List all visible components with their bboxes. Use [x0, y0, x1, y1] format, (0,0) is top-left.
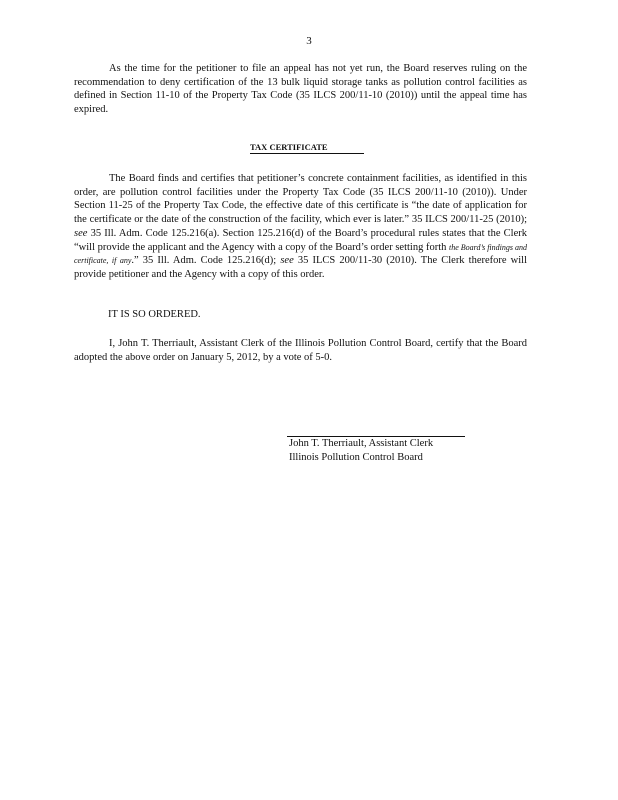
so-ordered: IT IS SO ORDERED. [108, 309, 201, 320]
certificate-paragraph [74, 172, 527, 282]
certification-text: I, John T. Therriault, Assistant Clerk of the Illinois Pollution Control Board, certify that the Board adopted the above order on January 5, 2012, by a vote of 5-0. [74, 338, 527, 363]
certification-paragraph [74, 337, 527, 364]
section-heading: TAX CERTIFICATE [250, 142, 364, 154]
page-number: 3 [306, 35, 312, 47]
italic-quote: the Board’s findings and certificate, if any [74, 242, 527, 266]
ruling-text: As the time for the petitioner to file an appeal has not yet run, the Board reserves ruling on the recommendation to deny certification of the 13 bulk liquid storage tanks as pollution control facilities as defined in Section 11-10 of the Property Tax Code (35 ILCS 200/11-10 (2010)) until the appeal time has expired. [74, 63, 527, 116]
see-signal-1: see [74, 227, 88, 239]
certificate-text-2: 35 Ill. Adm. Code 125.216(a). Section 125.216(d) of the Board’s procedural rules states that the Clerk “will provide the applicant and the Agency with a copy of the Board’s order setting forth [74, 227, 528, 253]
signature-line [287, 436, 465, 437]
certificate-text-3: .” 35 Ill. Adm. Code 125.216(d); [131, 255, 277, 267]
certificate-text-1: The Board finds and certifies that petitioner’s concrete containment facilities, as identified in this order, are pollution control facilities under the Property Tax Code (35 ILCS 200/11-10 (2010)). Under Section 11-25 of the Property Tax Code, the effective date of this certificate is “the date of application for the certificate or the date of the construction of the facility, which ever is later.” 35 ILCS 200/11-25 (2010); [74, 173, 527, 226]
signature-name-title: John T. Therriault, Assistant Clerk [289, 438, 434, 449]
see-signal-2: see [280, 255, 294, 267]
ruling-paragraph [74, 62, 527, 117]
certificate-text-4: 35 ILCS 200/11-30 (2010). The Clerk therefore will provide petitioner and the Agency with a copy of this order. [74, 255, 528, 280]
signature-organization: Illinois Pollution Control Board [289, 452, 423, 463]
